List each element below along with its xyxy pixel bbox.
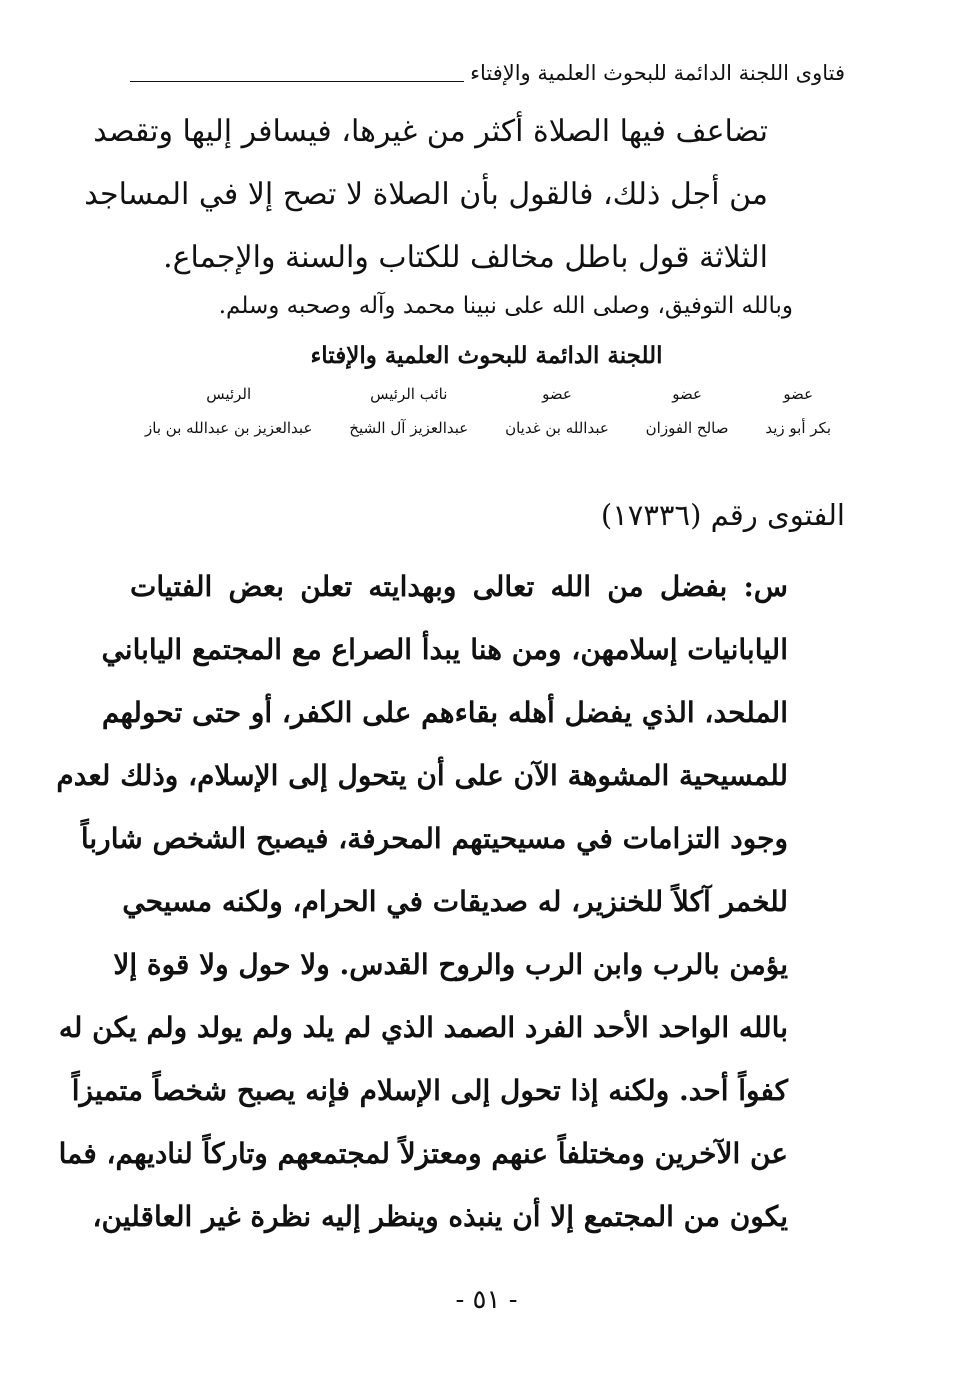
signatory-name: عبدالله بن غديان (505, 419, 609, 437)
text-line: كفواً أحد. ولكنه إذا تحول إلى الإسلام فإنه يصبح شخصاً متميزاً (71, 1074, 788, 1107)
signatory-name: عبدالعزيز بن عبدالله بن باز (145, 419, 313, 437)
text-line: من أجل ذلك، فالقول بأن الصلاة لا تصح إلا في المساجد (84, 177, 768, 212)
text-line: للمسيحية المشوهة الآن على أن يتحول إلى الإسلام، وذلك لعدم (56, 759, 788, 792)
signatory-role: عضو (542, 385, 572, 403)
text-line: يكون من المجتمع إلا أن ينبذه وينظر إليه نظرة غير العاقلين، (92, 1200, 788, 1233)
committee-name: اللجنة الدائمة للبحوث العلمية والإفتاء (310, 342, 663, 369)
signatory (505, 384, 609, 438)
question-paragraph (56, 555, 788, 1248)
fatwa-number-heading: الفتوى رقم (١٧٣٣٦) (600, 498, 845, 532)
signatory-role: عضو (783, 385, 814, 403)
text-line: س: بفضل من الله تعالى وبهدايته تعلن بعض الفتيات (130, 570, 788, 603)
signatory-role: الرئيس (206, 385, 252, 403)
text-line: اليابانيات إسلامهن، ومن هنا يبدأ الصراع مع المجتمع الياباني (101, 633, 788, 666)
intro-paragraph (84, 100, 768, 289)
text-line: يؤمن بالرب وابن الرب والروح القدس. ولا حول ولا قوة إلا (113, 948, 788, 981)
signatory-name: بكر أبو زيد (765, 419, 831, 437)
text-line: الملحد، الذي يفضل أهله بقاءهم على الكفر، أو حتى تحولهم (101, 696, 788, 729)
signatory-name: عبدالعزيز آل الشيخ (349, 419, 469, 437)
text-line: الثلاثة قول باطل مخالف للكتاب والسنة والإجماع. (163, 240, 768, 275)
signatory (349, 384, 468, 438)
text-line: للخمر آكلاً للخنزير، له صديقات في الحرام، ولكنه مسيحي (122, 885, 788, 918)
running-header-title: فتاوى اللجنة الدائمة للبحوث العلمية والإفتاء (470, 61, 845, 85)
text-line: تضاعف فيها الصلاة أكثر من غيرها، فيسافر إليها وتقصد (93, 114, 768, 149)
signatory-role: عضو (672, 385, 702, 403)
text-line: بالله الواحد الأحد الفرد الصمد الذي لم يلد ولم يولد ولم يكن له (58, 1011, 788, 1044)
signatory-role: نائب الرئيس (370, 385, 448, 403)
signatory (765, 384, 831, 438)
text-line: وجود التزامات في مسيحيتهم المحرفة، فيصبح الشخص شارباً (80, 822, 788, 855)
closing-line: وبالله التوفيق، وصلى الله على نبينا محمد وآله وصحبه وسلم. (218, 293, 793, 319)
text-line: عن الآخرين ومختلفاً عنهم ومعتزلاً لمجتمعهم وتاركاً لناديهم، فما (58, 1137, 788, 1170)
signatory (646, 384, 729, 438)
signatory-name: صالح الفوزان (645, 419, 729, 437)
page-number: - ٥١ - (455, 1285, 518, 1315)
running-header (130, 48, 845, 84)
signatories-table (145, 384, 831, 438)
header-rule (130, 81, 464, 82)
signatory (145, 384, 312, 438)
